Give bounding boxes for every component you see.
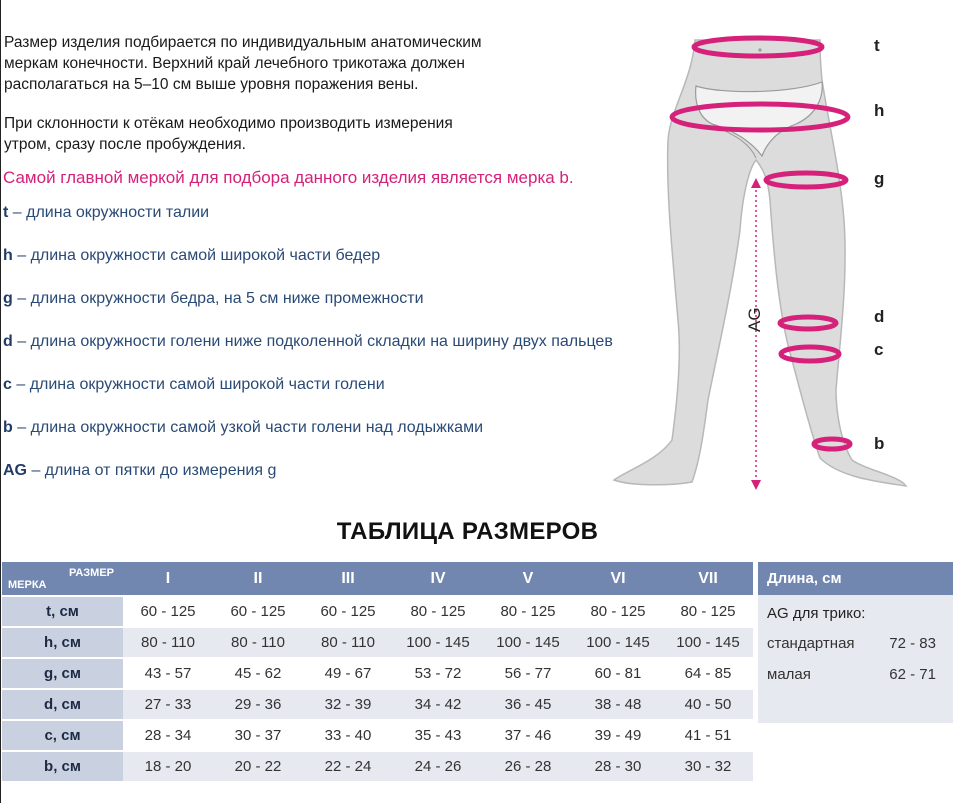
table-row <box>2 657 753 688</box>
definition-key: h <box>3 247 13 264</box>
table-cell: 28 - 34 <box>123 719 213 750</box>
table-cell: 43 - 57 <box>123 657 213 688</box>
table-cell: 29 - 36 <box>213 688 303 719</box>
table-cell: 56 - 77 <box>483 657 573 688</box>
table-row <box>2 626 753 657</box>
intro-line: Размер изделия подбирается по индивидуальным анатомическим <box>4 34 482 51</box>
definition-text: – длина окружности самой узкой части голени над лодыжками <box>12 419 484 436</box>
corner-measure-label: МЕРКА <box>8 579 47 591</box>
definition-key: b <box>3 419 13 436</box>
length-row <box>758 628 953 659</box>
definition-key: AG <box>3 462 27 479</box>
table-cell: 35 - 43 <box>393 719 483 750</box>
main-measure-note: Самой главной меркой для подбора данного изделия является мерка b. <box>3 168 574 187</box>
size-header: II <box>213 562 303 595</box>
table-cell: 28 - 30 <box>573 750 663 781</box>
length-name: стандартная <box>767 635 855 652</box>
table-cell: 80 - 110 <box>213 626 303 657</box>
definition-text: – длина окружности талии <box>8 204 210 221</box>
left-border <box>0 0 1 803</box>
definition-text: – длина окружности голени ниже подколенной складки на ширину двух пальцев <box>12 333 613 350</box>
length-body <box>758 595 953 723</box>
size-header: VI <box>573 562 663 595</box>
table-cell: 53 - 72 <box>393 657 483 688</box>
table-row <box>2 595 753 626</box>
figure-label-h: h <box>874 101 885 120</box>
table-cell: 24 - 26 <box>393 750 483 781</box>
intro-line: меркам конечности. Верхний край лечебного трикотажа должен <box>4 55 465 72</box>
row-label: g, см <box>2 657 123 688</box>
intro-line: располагаться на 5–10 см выше уровня поражения вены. <box>4 76 419 93</box>
size-header: III <box>303 562 393 595</box>
table-cell: 45 - 62 <box>213 657 303 688</box>
navel <box>758 48 761 51</box>
corner-size-label: РАЗМЕР <box>68 567 114 579</box>
size-header: IV <box>393 562 483 595</box>
definition-key: c <box>3 376 12 393</box>
table-cell: 49 - 67 <box>303 657 393 688</box>
table-cell: 80 - 125 <box>483 595 573 626</box>
table-cell: 41 - 51 <box>663 719 753 750</box>
table-cell: 36 - 45 <box>483 688 573 719</box>
definition-text: – длина окружности самой широкой части голени <box>11 376 385 393</box>
size-header: V <box>483 562 573 595</box>
size-header-row <box>2 562 753 595</box>
table-cell: 40 - 50 <box>663 688 753 719</box>
definition-key: g <box>3 290 13 307</box>
table-cell: 33 - 40 <box>303 719 393 750</box>
ag-label: AG <box>745 307 764 332</box>
table-row <box>2 688 753 719</box>
figure-label-g: g <box>874 169 885 188</box>
definition-item <box>3 290 613 333</box>
row-label: h, см <box>2 626 123 657</box>
table-cell: 30 - 32 <box>663 750 753 781</box>
figure-label-d: d <box>874 307 885 326</box>
table-cell: 80 - 125 <box>573 595 663 626</box>
table-cell: 100 - 145 <box>483 626 573 657</box>
row-label: b, см <box>2 750 123 781</box>
intro-line: утром, сразу после пробуждения. <box>4 136 246 153</box>
size-table <box>2 562 753 781</box>
length-value: 72 - 83 <box>889 635 936 652</box>
table-cell: 80 - 110 <box>303 626 393 657</box>
table-cell: 26 - 28 <box>483 750 573 781</box>
intro-paragraph-2 <box>4 113 453 155</box>
definition-text: – длина от пятки до измерения g <box>27 462 277 479</box>
table-cell: 100 - 145 <box>663 626 753 657</box>
definition-item <box>3 419 613 462</box>
table-cell: 22 - 24 <box>303 750 393 781</box>
figure-label-t: t <box>874 36 880 55</box>
table-cell: 27 - 33 <box>123 688 213 719</box>
table-cell: 37 - 46 <box>483 719 573 750</box>
definition-text: – длина окружности самой широкой части бедер <box>12 247 381 264</box>
ag-arrow-top <box>751 178 761 188</box>
table-cell: 38 - 48 <box>573 688 663 719</box>
figure-label-b: b <box>874 434 885 453</box>
definition-key: d <box>3 333 13 350</box>
intro-paragraph-1 <box>4 32 482 95</box>
length-subtitle: AG для трико: <box>767 605 866 622</box>
intro-line: При склонности к отёкам необходимо производить измерения <box>4 115 453 132</box>
table-cell: 100 - 145 <box>573 626 663 657</box>
measurement-definitions <box>3 204 613 505</box>
table-row <box>2 719 753 750</box>
row-label: d, см <box>2 688 123 719</box>
length-value: 62 - 71 <box>889 666 936 683</box>
definition-item <box>3 376 613 419</box>
definition-key: t <box>3 204 9 221</box>
table-cell: 80 - 125 <box>663 595 753 626</box>
ag-arrow-bottom <box>751 480 761 490</box>
size-header: I <box>123 562 213 595</box>
length-name: малая <box>767 666 811 683</box>
row-label: t, см <box>2 595 123 626</box>
table-cell: 100 - 145 <box>393 626 483 657</box>
table-cell: 80 - 110 <box>123 626 213 657</box>
table-cell: 20 - 22 <box>213 750 303 781</box>
figure-label-c: c <box>874 340 884 359</box>
table-cell: 64 - 85 <box>663 657 753 688</box>
table-cell: 60 - 81 <box>573 657 663 688</box>
table-corner <box>2 562 123 595</box>
table-row <box>2 750 753 781</box>
table-cell: 18 - 20 <box>123 750 213 781</box>
length-header: Длина, см <box>758 562 953 595</box>
leg-measurement-figure <box>600 20 920 500</box>
length-row <box>758 659 953 690</box>
definition-item <box>3 462 613 505</box>
table-title: ТАБЛИЦА РАЗМЕРОВ <box>336 518 599 545</box>
table-cell: 32 - 39 <box>303 688 393 719</box>
definition-item <box>3 204 613 247</box>
row-label: c, см <box>2 719 123 750</box>
definition-item <box>3 333 613 376</box>
definition-item <box>3 247 613 290</box>
table-cell: 39 - 49 <box>573 719 663 750</box>
table-cell: 60 - 125 <box>123 595 213 626</box>
length-table <box>758 562 953 723</box>
table-cell: 34 - 42 <box>393 688 483 719</box>
table-cell: 60 - 125 <box>213 595 303 626</box>
table-cell: 80 - 125 <box>393 595 483 626</box>
table-cell: 60 - 125 <box>303 595 393 626</box>
definition-text: – длина окружности бедра, на 5 см ниже промежности <box>12 290 424 307</box>
table-cell: 30 - 37 <box>213 719 303 750</box>
size-header: VII <box>663 562 753 595</box>
